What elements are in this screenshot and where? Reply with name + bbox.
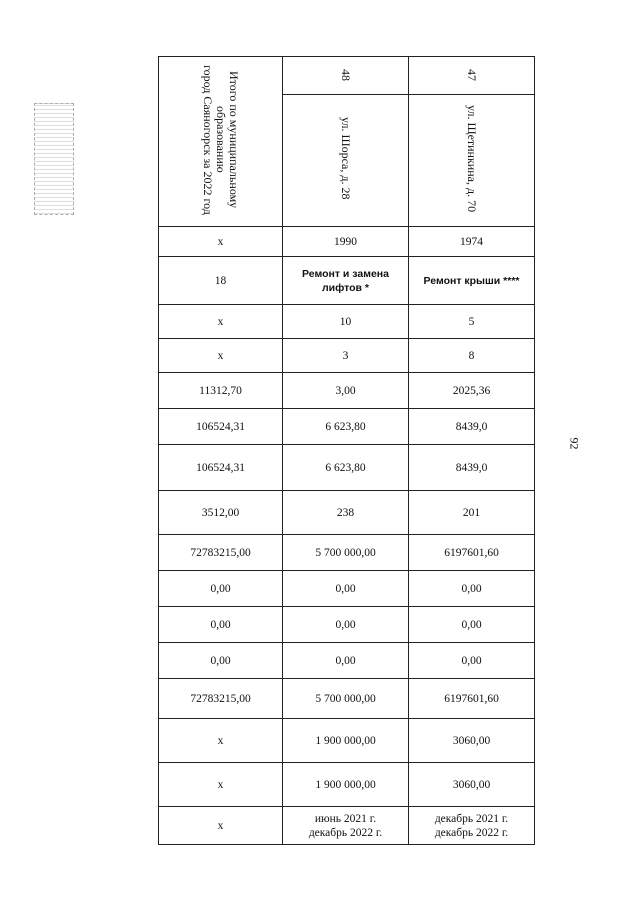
col2-cell: Ремонт крыши ****: [409, 257, 535, 305]
col1-cell: 6 623,80: [283, 409, 409, 445]
table-row: [159, 535, 535, 571]
total-cell: 0,00: [159, 607, 283, 643]
col2-cell: 0,00: [409, 571, 535, 607]
col1-address: ул. Шорса, д. 28: [339, 117, 353, 200]
col2-cell: 6197601,60: [409, 679, 535, 719]
table-row: [159, 373, 535, 409]
table-row: [159, 643, 535, 679]
total-cell: 106524,31: [159, 409, 283, 445]
total-header-cell: [159, 57, 283, 227]
table-row: [159, 445, 535, 491]
table-row: [159, 679, 535, 719]
col1-cell: 1 900 000,00: [283, 763, 409, 807]
col2-cell: 3060,00: [409, 719, 535, 763]
col2-cell: 8439,0: [409, 445, 535, 491]
total-cell: x: [159, 339, 283, 373]
total-cell: 0,00: [159, 571, 283, 607]
col1-cell: 0,00: [283, 643, 409, 679]
col1-number: 48: [338, 69, 353, 81]
total-cell: 72783215,00: [159, 535, 283, 571]
col2-cell: 6197601,60: [409, 535, 535, 571]
total-cell: x: [159, 763, 283, 807]
col1-cell: 0,00: [283, 607, 409, 643]
stamp-mark: [34, 103, 74, 215]
total-cell: x: [159, 807, 283, 845]
col1-cell: июнь 2021 г. декабрь 2022 г.: [283, 807, 409, 845]
page-number: 92: [567, 437, 582, 450]
total-cell: 0,00: [159, 643, 283, 679]
col2-cell: 0,00: [409, 607, 535, 643]
table-row: [159, 227, 535, 257]
total-cell: 3512,00: [159, 491, 283, 535]
col1-cell: 10: [283, 305, 409, 339]
col1-cell: 5 700 000,00: [283, 535, 409, 571]
col2-cell: 2025,36: [409, 373, 535, 409]
col1-cell: 238: [283, 491, 409, 535]
data-table: [158, 56, 535, 845]
col1-cell: 1990: [283, 227, 409, 257]
col1-cell: 3,00: [283, 373, 409, 409]
table-row: [159, 305, 535, 339]
col2-address-cell: [409, 95, 535, 227]
col2-cell: декабрь 2021 г. декабрь 2022 г.: [409, 807, 535, 845]
col1-number-cell: [283, 57, 409, 95]
table-row: [159, 257, 535, 305]
total-cell: x: [159, 305, 283, 339]
header-row-numbers: [159, 57, 535, 95]
col1-cell: 1 900 000,00: [283, 719, 409, 763]
total-cell: x: [159, 227, 283, 257]
total-cell: 18: [159, 257, 283, 305]
col2-cell: 8439,0: [409, 409, 535, 445]
total-header-label: Итого по муниципальному образованию город Саяногорск за 2022 год: [201, 64, 241, 215]
table-row: [159, 339, 535, 373]
col2-cell: 3060,00: [409, 763, 535, 807]
total-cell: x: [159, 719, 283, 763]
total-cell: 72783215,00: [159, 679, 283, 719]
col1-cell: 6 623,80: [283, 445, 409, 491]
col2-cell: 5: [409, 305, 535, 339]
table-row: [159, 571, 535, 607]
table-row: [159, 409, 535, 445]
table-row: [159, 491, 535, 535]
col1-cell: 5 700 000,00: [283, 679, 409, 719]
col2-address: ул. Щетинкина, д. 70: [465, 104, 479, 213]
col2-number-cell: [409, 57, 535, 95]
col2-number: 47: [464, 69, 479, 81]
total-cell: 106524,31: [159, 445, 283, 491]
col2-cell: 8: [409, 339, 535, 373]
col1-cell: Ремонт и замена лифтов *: [283, 257, 409, 305]
total-cell: 11312,70: [159, 373, 283, 409]
col2-cell: 1974: [409, 227, 535, 257]
table-row: [159, 607, 535, 643]
col2-cell: 201: [409, 491, 535, 535]
table-row: [159, 719, 535, 763]
col1-cell: 3: [283, 339, 409, 373]
col1-address-cell: [283, 95, 409, 227]
table-row: [159, 763, 535, 807]
col2-cell: 0,00: [409, 643, 535, 679]
table-row: [159, 807, 535, 845]
col1-cell: 0,00: [283, 571, 409, 607]
